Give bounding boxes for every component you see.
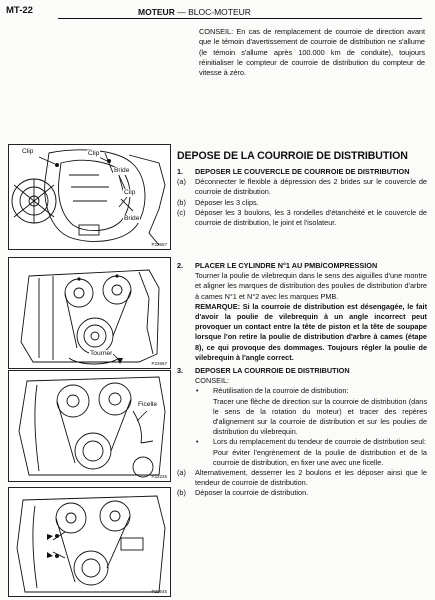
label-clip-left: Clip [22,148,34,155]
step-1c-label: (c) [177,207,186,217]
step-3b-text: Déposer la courroie de distribution. [195,488,309,498]
step-2-body: Tourner la poulie de vilebrequin dans le sens des aiguilles d'une montre et aligner les marques de distribution des poulies de distribution d'arbre à cames N°1 et N°2 avec les marques PMB. [195,271,427,301]
header-dash: — [177,7,186,17]
bullet-icon: • [196,386,199,396]
label-bride-top: Bride [114,167,130,174]
header-section: MOTEUR [138,7,175,17]
step-3-bullet1-body: Tracer une flèche de direction sur la courroie de distribution (dans le sens de la rotation du moteur) et tracer des repères d'alignement sur la courroie de distribution et sur les poulies de distribution du vilebrequin. [213,396,427,437]
figure-crankshaft-alignment [8,257,171,369]
figure-code: P22667 [151,361,167,366]
step-3-bullet1-head: Réutilisation de la courroie de distribution: [213,386,349,396]
step-1 [177,167,427,228]
header-rule [58,18,422,19]
label-ficelle: Ficelle [138,401,158,408]
step-1-number: 1. [177,167,184,176]
tensioner-illustration [9,488,170,596]
step-3-bullet2-body: Pour éviter l'engrènement de la poulie de distribution et de la courroie de distribution, en fixer une avec une ficelle. [213,447,427,467]
section-title: DEPOSE DE LA COURROIE DE DISTRIBUTION [177,150,408,162]
timing-cover-illustration [9,145,170,249]
step-2-number: 2. [177,261,184,270]
running-header [138,7,251,17]
step-2-remark: REMARQUE: Si la courroie de distribution est désengagée, le fait d'avoir la poulie de vilebrequin à un angle incorrect peut provoquer un contact entre la tête de piston et la tête de soupape lorsque l'on retire la poulie de distribution d'arbre à cames (étape 8), ce qui provoque des dommages. Toujours régler la poulie de vilebrequin à l'angle correct. [195,301,427,362]
step-2-title: PLACER LE CYLINDRE N°1 AU PMB/COMPRESSION [195,261,378,270]
step-3a-label: (a) [177,468,186,478]
label-tourner: Tourner [90,350,113,357]
step-3b-label: (b) [177,488,186,498]
label-clip-right: Clip [124,189,136,196]
figure-code: P22645 [151,589,167,594]
step-1b-label: (b) [177,197,186,207]
intro-note: CONSEIL: En cas de remplacement de courroie de direction avant que le témoin d'avertissement de courroie de distribution ne s'allume (le témoin s'allume après 100.000 km de conduite), toujours réinitialiser le compteur de courroie de distribution du compteur de vitesse à zéro. [199,27,425,78]
label-bride-bottom: Bride [124,215,140,222]
figure-belt-string [8,370,171,482]
step-1a-label: (a) [177,177,186,187]
figure-tensioner [8,487,171,597]
step-1b-text: Déposer les 3 clips. [195,197,259,207]
step-3-title: DEPOSER LA COURROIE DE DISTRIBUTION [195,366,350,375]
bullet-icon: • [196,437,199,447]
figure-code: P22225 [151,474,167,479]
step-2 [177,261,427,363]
page-number: MT-22 [6,5,33,16]
step-1-title: DEPOSER LE COUVERCLE DE COURROIE DE DISTRIBUTION [195,167,410,176]
step-3-number: 3. [177,366,184,375]
figure-timing-cover [8,144,171,250]
step-3-conseil: CONSEIL: [195,376,230,386]
step-1a-text: Déconnecter le flexible à dépression des 2 brides sur le couvercle de courroie de distribution. [195,177,427,197]
belt-string-illustration [9,371,170,481]
step-3 [177,366,427,499]
header-subsection: BLOC-MOTEUR [188,7,251,17]
step-3-bullet2-head: Lors du remplacement du tendeur de courroie de distribution seul: [213,437,426,447]
figure-code: P22657 [151,242,167,247]
label-clip-top: Clip [88,150,100,157]
step-3a-text: Alternativement, desserrer les 2 boulons et les déposer ainsi que le tendeur de courroie de distribution. [195,468,427,488]
step-1c-text: Déposer les 3 boulons, les 3 rondelles d'étanchéité et le couvercle de courroie de distribution, le joint et l'isolateur. [195,207,427,228]
